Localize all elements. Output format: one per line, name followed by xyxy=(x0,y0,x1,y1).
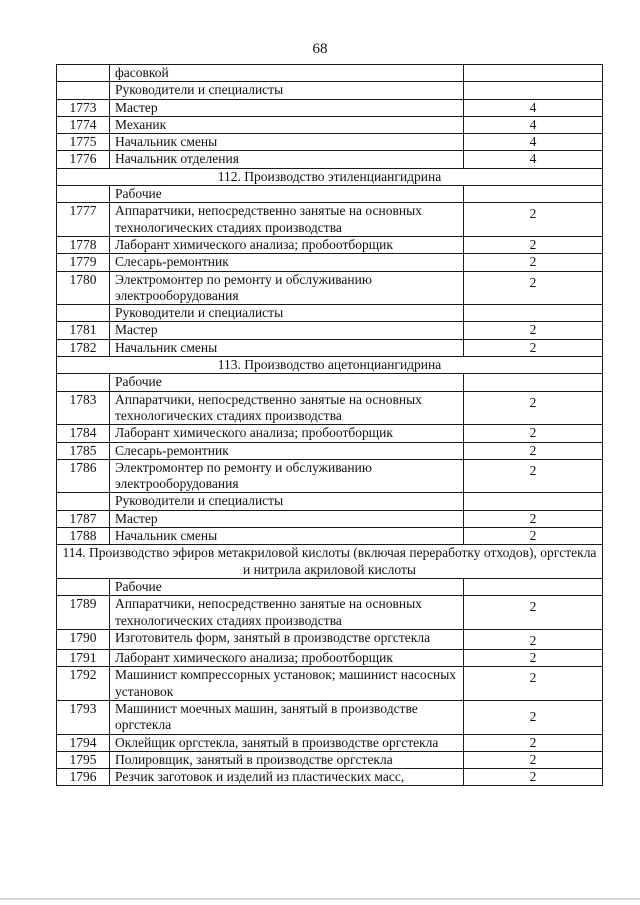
profession-name: Машинист компрессорных установок; машинист насосных установок xyxy=(110,667,464,701)
row-number: 1773 xyxy=(57,99,110,116)
profession-name: Мастер xyxy=(110,99,464,116)
section-header-row xyxy=(57,545,603,579)
table-row xyxy=(57,374,603,391)
profession-name: Слесарь-ремонтник xyxy=(110,442,464,459)
row-number: 1796 xyxy=(57,769,110,786)
value-cell: 2 xyxy=(464,734,603,751)
value-cell: 4 xyxy=(464,99,603,116)
value-cell: 2 xyxy=(464,751,603,768)
row-number: 1774 xyxy=(57,116,110,133)
value-cell xyxy=(464,493,603,510)
value-cell: 2 xyxy=(464,254,603,271)
table-row xyxy=(57,578,603,595)
row-number: 1779 xyxy=(57,254,110,271)
section-title: 113. Производство ацетонциангидрина xyxy=(57,357,603,374)
row-number xyxy=(57,578,110,595)
row-number: 1795 xyxy=(57,751,110,768)
table-row xyxy=(57,493,603,510)
value-cell: 2 xyxy=(464,629,603,649)
value-cell: 2 xyxy=(464,596,603,630)
value-cell: 2 xyxy=(464,769,603,786)
table-row xyxy=(57,700,603,734)
page-number: 68 xyxy=(312,41,328,57)
table-row xyxy=(57,203,603,237)
table-row xyxy=(57,186,603,203)
table-row xyxy=(57,99,603,116)
profession-name: Машинист моечных машин, занятый в производстве оргстекла xyxy=(110,700,464,734)
value-cell: 4 xyxy=(464,116,603,133)
profession-name: Изготовитель форм, занятый в производстве оргстекла xyxy=(110,629,464,649)
row-number: 1777 xyxy=(57,203,110,237)
row-number xyxy=(57,82,110,99)
profession-name: Мастер xyxy=(110,322,464,339)
value-cell xyxy=(464,186,603,203)
row-number: 1782 xyxy=(57,339,110,356)
profession-name: Начальник отделения xyxy=(110,151,464,168)
table-row xyxy=(57,254,603,271)
value-cell: 2 xyxy=(464,650,603,667)
table-row xyxy=(57,769,603,786)
profession-name: Резчик заготовок и изделий из пластических масс, xyxy=(110,769,464,786)
profession-name: Механик xyxy=(110,116,464,133)
profession-name: Аппаратчики, непосредственно занятые на основных технологических стадиях производства xyxy=(110,203,464,237)
profession-name: Электромонтер по ремонту и обслуживанию электрооборудования xyxy=(110,271,464,305)
profession-name: Аппаратчики, непосредственно занятые на основных технологических стадиях производства xyxy=(110,596,464,630)
profession-name: Лаборант химического анализа; пробоотборщик xyxy=(110,650,464,667)
table-row xyxy=(57,751,603,768)
row-number: 1791 xyxy=(57,650,110,667)
row-number: 1788 xyxy=(57,528,110,545)
table-row xyxy=(57,339,603,356)
profession-name: Слесарь-ремонтник xyxy=(110,254,464,271)
value-cell xyxy=(464,82,603,99)
row-number: 1776 xyxy=(57,151,110,168)
row-number: 1794 xyxy=(57,734,110,751)
profession-name: Лаборант химического анализа; пробоотборщик xyxy=(110,425,464,442)
scan-edge-line xyxy=(0,898,640,900)
value-cell xyxy=(464,578,603,595)
table-row xyxy=(57,271,603,305)
row-number: 1787 xyxy=(57,510,110,527)
row-number: 1775 xyxy=(57,134,110,151)
value-cell: 2 xyxy=(464,236,603,253)
table-body xyxy=(57,65,603,786)
table-row xyxy=(57,650,603,667)
profession-name: Руководители и специалисты xyxy=(110,305,464,322)
table-row xyxy=(57,510,603,527)
table-row xyxy=(57,734,603,751)
profession-name: Оклейщик оргстекла, занятый в производстве оргстекла xyxy=(110,734,464,751)
value-cell: 2 xyxy=(464,700,603,734)
section-title: 114. Производство эфиров метакриловой кислоты (включая переработку отходов), оргстекла и нитрила акриловой кислоты xyxy=(57,545,603,579)
value-cell: 2 xyxy=(464,425,603,442)
profession-name: Лаборант химического анализа; пробоотборщик xyxy=(110,236,464,253)
table-row xyxy=(57,528,603,545)
row-number xyxy=(57,305,110,322)
row-number: 1785 xyxy=(57,442,110,459)
profession-name: Рабочие xyxy=(110,578,464,595)
row-number xyxy=(57,374,110,391)
value-cell: 2 xyxy=(464,271,603,305)
value-cell: 2 xyxy=(464,339,603,356)
row-number: 1781 xyxy=(57,322,110,339)
table-row xyxy=(57,134,603,151)
value-cell: 2 xyxy=(464,510,603,527)
value-cell xyxy=(464,374,603,391)
table-row xyxy=(57,391,603,425)
table-row xyxy=(57,425,603,442)
table-row xyxy=(57,236,603,253)
value-cell: 2 xyxy=(464,391,603,425)
row-number: 1780 xyxy=(57,271,110,305)
value-cell xyxy=(464,305,603,322)
profession-name: Полировщик, занятый в производстве оргстекла xyxy=(110,751,464,768)
table-row xyxy=(57,65,603,82)
profession-name: Начальник смены xyxy=(110,528,464,545)
row-number: 1786 xyxy=(57,459,110,493)
section-header-row xyxy=(57,168,603,185)
row-number: 1793 xyxy=(57,700,110,734)
section-header-row xyxy=(57,357,603,374)
table-row xyxy=(57,305,603,322)
table-row xyxy=(57,596,603,630)
professions-table xyxy=(56,64,603,786)
profession-name: Руководители и специалисты xyxy=(110,493,464,510)
table-row xyxy=(57,116,603,133)
row-number xyxy=(57,493,110,510)
table-row xyxy=(57,151,603,168)
row-number: 1783 xyxy=(57,391,110,425)
row-number xyxy=(57,186,110,203)
value-cell xyxy=(464,65,603,82)
row-number: 1792 xyxy=(57,667,110,701)
value-cell: 2 xyxy=(464,203,603,237)
row-number: 1784 xyxy=(57,425,110,442)
row-number: 1789 xyxy=(57,596,110,630)
table-row xyxy=(57,667,603,701)
value-cell: 2 xyxy=(464,459,603,493)
section-title: 112. Производство этиленциангидрина xyxy=(57,168,603,185)
profession-name: Рабочие xyxy=(110,374,464,391)
row-number xyxy=(57,65,110,82)
value-cell: 2 xyxy=(464,322,603,339)
value-cell: 2 xyxy=(464,442,603,459)
profession-name: Начальник смены xyxy=(110,134,464,151)
value-cell: 4 xyxy=(464,134,603,151)
table-row xyxy=(57,629,603,649)
profession-name: Начальник смены xyxy=(110,339,464,356)
profession-name: Руководители и специалисты xyxy=(110,82,464,99)
value-cell: 2 xyxy=(464,667,603,701)
profession-name: Рабочие xyxy=(110,186,464,203)
table-row xyxy=(57,322,603,339)
profession-name: Аппаратчики, непосредственно занятые на основных технологических стадиях производства xyxy=(110,391,464,425)
value-cell: 2 xyxy=(464,528,603,545)
value-cell: 4 xyxy=(464,151,603,168)
row-number: 1790 xyxy=(57,629,110,649)
profession-name: Электромонтер по ремонту и обслуживанию электрооборудования xyxy=(110,459,464,493)
row-number: 1778 xyxy=(57,236,110,253)
profession-name: Мастер xyxy=(110,510,464,527)
table-row xyxy=(57,82,603,99)
table-row xyxy=(57,459,603,493)
table-row xyxy=(57,442,603,459)
profession-name: фасовкой xyxy=(110,65,464,82)
